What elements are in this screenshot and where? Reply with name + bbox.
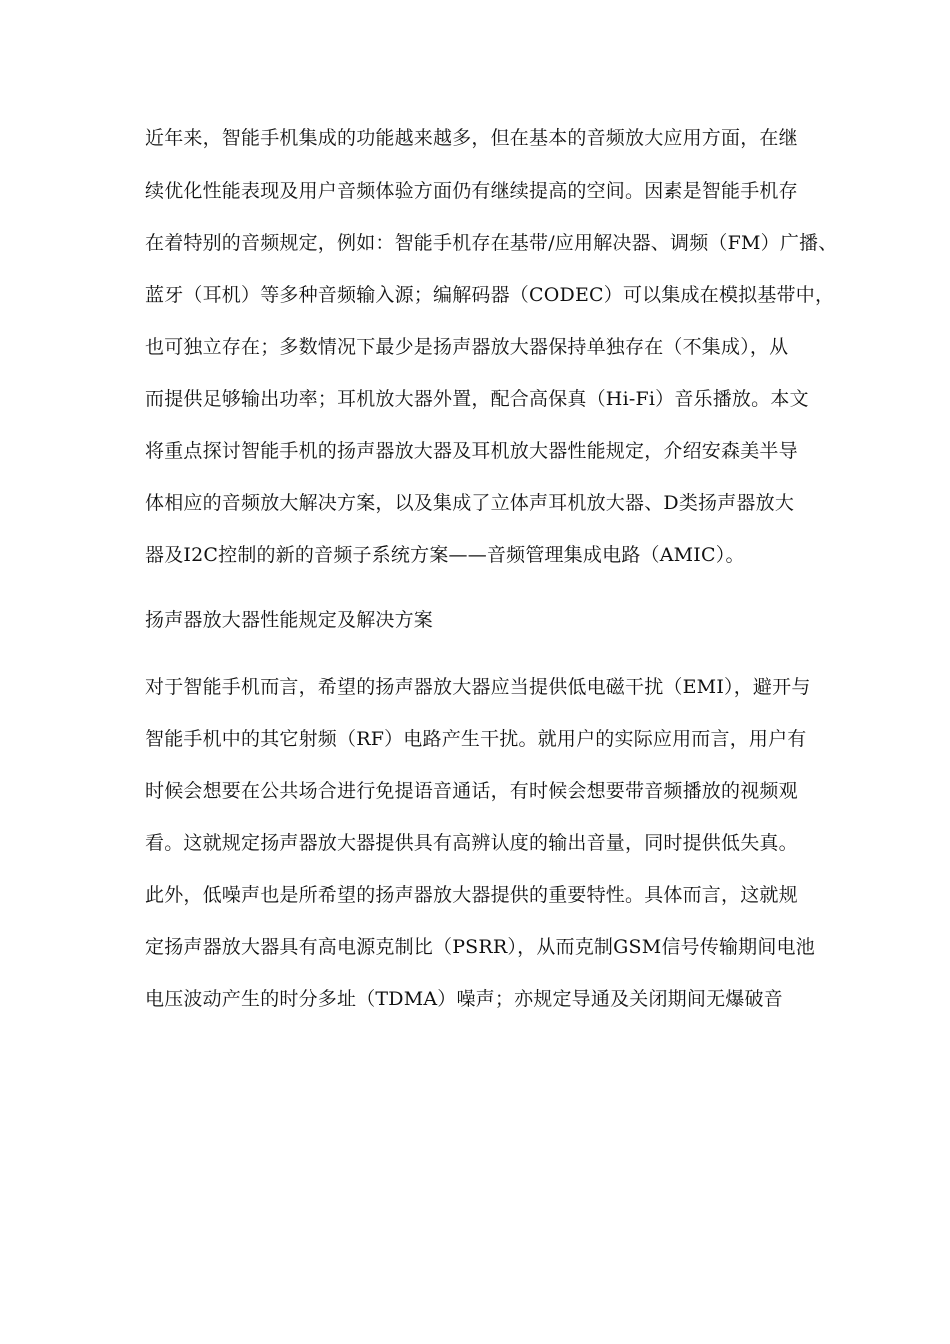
text-line: 体相应的音频放大解决方案，以及集成了立体声耳机放大器、D类扬声器放大	[145, 492, 795, 514]
text-line: 也可独立存在；多数情况下最少是扬声器放大器保持单独存在（不集成），从	[145, 336, 789, 358]
text-line: 对于智能手机而言，希望的扬声器放大器应当提供低电磁干扰（EMI），避开与	[145, 676, 811, 698]
text-line: 蓝牙（耳机）等多种音频输入源；编解码器（CODEC）可以集成在模拟基带中，	[145, 284, 835, 306]
text-line: 定扬声器放大器具有高电源克制比（PSRR），从而克制GSM信号传输期间电池	[145, 936, 815, 958]
text-line: 近年来，智能手机集成的功能越来越多，但在基本的音频放大应用方面，在继	[145, 127, 798, 149]
text-line: 将重点探讨智能手机的扬声器放大器及耳机放大器性能规定，介绍安森美半导	[145, 440, 798, 462]
text-line: 智能手机中的其它射频（RF）电路产生干扰。就用户的实际应用而言，用户有	[145, 728, 807, 750]
text-line: 时候会想要在公共场合进行免提语音通话，有时候会想要带音频播放的视频观	[145, 780, 798, 802]
text-line: 看。这就规定扬声器放大器提供具有高辨认度的输出音量，同时提供低失真。	[145, 832, 798, 854]
text-line: 器及I2C控制的新的音频子系统方案——音频管理集成电路（AMIC）。	[145, 544, 745, 566]
text-line: 电压波动产生的时分多址（TDMA）噪声；亦规定导通及关闭期间无爆破音	[145, 988, 783, 1010]
text-line: 此外，低噪声也是所希望的扬声器放大器提供的重要特性。具体而言，这就规	[145, 884, 798, 906]
section-heading: 扬声器放大器性能规定及解决方案	[145, 609, 434, 631]
text-line: 续优化性能表现及用户音频体验方面仍有继续提高的空间。因素是智能手机存	[145, 180, 798, 202]
text-line: 而提供足够输出功率；耳机放大器外置，配合高保真（Hi-Fi）音乐播放。本文	[145, 388, 809, 410]
text-line: 在着特别的音频规定，例如：智能手机存在基带/应用解决器、调频（FM）广播、	[145, 232, 838, 254]
